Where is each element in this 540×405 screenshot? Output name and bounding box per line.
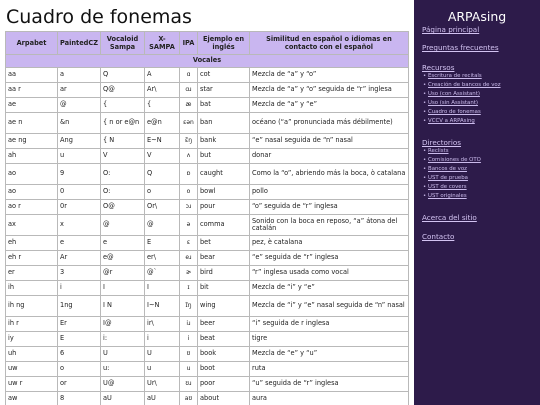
cell-similitud: aura xyxy=(250,392,409,405)
table-row xyxy=(6,296,409,317)
cell-similitud: “i” seguida de r inglesa xyxy=(250,317,409,332)
cell-x-sampa: E~N xyxy=(145,134,180,149)
cell-ipa: ɔɹ xyxy=(180,200,198,215)
cell-vocaloid-sampa: O: xyxy=(101,185,145,200)
cell-paintedcz: x xyxy=(58,215,101,236)
cell-ejemplo: bet xyxy=(198,236,250,251)
cell-ejemplo: pour xyxy=(198,200,250,215)
cell-ipa: æ xyxy=(180,98,198,113)
cell-x-sampa: V xyxy=(145,149,180,164)
cell-vocaloid-sampa: { xyxy=(101,98,145,113)
cell-ejemplo: about xyxy=(198,392,250,405)
cell-vocaloid-sampa: V xyxy=(101,149,145,164)
header-paintedcz: PaintedCZ xyxy=(58,32,101,55)
cell-arpabet: ax xyxy=(6,215,58,236)
table-row xyxy=(6,362,409,377)
cell-vocaloid-sampa: O@ xyxy=(101,200,145,215)
nav-acerca-del-sitio[interactable]: Acerca del sitio xyxy=(422,213,477,222)
cell-ejemplo: beer xyxy=(198,317,250,332)
cell-ejemplo: cot xyxy=(198,68,250,83)
cell-paintedcz: u xyxy=(58,149,101,164)
site-brand[interactable]: ARPAsing xyxy=(447,9,507,24)
table-row xyxy=(6,281,409,296)
nav-recursos-item[interactable]: • Cuadro de fonemas xyxy=(428,109,481,115)
cell-arpabet: aa xyxy=(6,68,58,83)
cell-vocaloid-sampa: U xyxy=(101,347,145,362)
cell-vocaloid-sampa: { n or e@n xyxy=(101,113,145,134)
cell-ipa: ɑ xyxy=(180,68,198,83)
cell-arpabet: aw xyxy=(6,392,58,405)
cell-similitud: Mezcla de “e” y “u” xyxy=(250,347,409,362)
cell-vocaloid-sampa: i: xyxy=(101,332,145,347)
cell-x-sampa: @ xyxy=(145,215,180,236)
cell-x-sampa: A xyxy=(145,68,180,83)
cell-ejemplo: but xyxy=(198,149,250,164)
page-title: Cuadro de fonemas xyxy=(6,6,192,28)
cell-paintedcz: 1ng xyxy=(58,296,101,317)
cell-x-sampa: i xyxy=(145,332,180,347)
cell-ipa: ɪ̃ŋ xyxy=(180,296,198,317)
cell-paintedcz: @ xyxy=(58,98,101,113)
table-row xyxy=(6,215,409,236)
cell-similitud: pez, è catalana xyxy=(250,236,409,251)
table-row xyxy=(6,347,409,362)
cell-ejemplo: bat xyxy=(198,98,250,113)
cell-x-sampa: U xyxy=(145,347,180,362)
cell-ipa: iɹ xyxy=(180,317,198,332)
cell-similitud: Mezcla de “a” y “o” xyxy=(250,68,409,83)
cell-similitud: pollo xyxy=(250,185,409,200)
cell-ejemplo: wing xyxy=(198,296,250,317)
cell-arpabet: ae ng xyxy=(6,134,58,149)
cell-paintedcz: 0r xyxy=(58,200,101,215)
cell-x-sampa: I~N xyxy=(145,296,180,317)
cell-ipa: o xyxy=(180,185,198,200)
cell-similitud: Mezcla de “i” y “e” xyxy=(250,281,409,296)
cell-ejemplo: bank xyxy=(198,134,250,149)
cell-arpabet: er xyxy=(6,266,58,281)
nav-recursos-item[interactable]: • Uso (sin Assistant) xyxy=(428,100,478,106)
cell-x-sampa: aU xyxy=(145,392,180,405)
cell-ejemplo: bit xyxy=(198,281,250,296)
cell-paintedcz: 9 xyxy=(58,164,101,185)
header-vocaloid-sampa: Vocaloid Sampa xyxy=(101,32,145,55)
cell-x-sampa: u xyxy=(145,362,180,377)
cell-paintedcz: a xyxy=(58,68,101,83)
cell-vocaloid-sampa: I@ xyxy=(101,317,145,332)
cell-vocaloid-sampa: e@ xyxy=(101,251,145,266)
header-ejemplo: Ejemplo en inglés xyxy=(198,32,250,55)
cell-ipa: i xyxy=(180,332,198,347)
cell-ipa: ɪ xyxy=(180,281,198,296)
cell-paintedcz: Ang xyxy=(58,134,101,149)
cell-ejemplo: ban xyxy=(198,113,250,134)
cell-ipa: ɚ xyxy=(180,266,198,281)
nav-directorios-item[interactable]: • UST de prueba xyxy=(428,175,468,181)
cell-similitud: donar xyxy=(250,149,409,164)
cell-x-sampa: Ar\ xyxy=(145,83,180,98)
cell-similitud: tigre xyxy=(250,332,409,347)
header-similitud: Similitud en español o idiomas en contacto con el español xyxy=(250,32,409,55)
cell-ejemplo: bear xyxy=(198,251,250,266)
nav-recursos-item[interactable]: • Escritura de recitals xyxy=(428,73,482,79)
cell-x-sampa: e@n xyxy=(145,113,180,134)
cell-paintedcz: i xyxy=(58,281,101,296)
header-arpabet: Arpabet xyxy=(6,32,58,55)
cell-arpabet: uh xyxy=(6,347,58,362)
cell-ipa: ə xyxy=(180,215,198,236)
cell-ejemplo: bowl xyxy=(198,185,250,200)
cell-arpabet: ah xyxy=(6,149,58,164)
cell-ejemplo: beat xyxy=(198,332,250,347)
cell-arpabet: eh xyxy=(6,236,58,251)
cell-arpabet: aa r xyxy=(6,83,58,98)
table-row xyxy=(6,185,409,200)
cell-ipa: ʊ xyxy=(180,347,198,362)
nav-directorios-item[interactable]: • Reclists xyxy=(428,148,449,154)
nav-preguntas-frecuentes[interactable]: Preguntas frecuentes xyxy=(422,43,499,52)
section-row-vocales xyxy=(6,55,409,68)
cell-similitud: ruta xyxy=(250,362,409,377)
cell-ejemplo: boot xyxy=(198,362,250,377)
cell-ejemplo: bird xyxy=(198,266,250,281)
cell-similitud: “o” seguida de “r” inglesa xyxy=(250,200,409,215)
cell-arpabet: uw r xyxy=(6,377,58,392)
cell-arpabet: iy xyxy=(6,332,58,347)
cell-arpabet: ao r xyxy=(6,200,58,215)
cell-ipa: eɹ xyxy=(180,251,198,266)
cell-vocaloid-sampa: aU xyxy=(101,392,145,405)
cell-x-sampa: I xyxy=(145,281,180,296)
nav-recursos[interactable]: Recursos xyxy=(422,63,455,72)
cell-x-sampa: @` xyxy=(145,266,180,281)
sidebar xyxy=(414,0,540,405)
cell-ejemplo: book xyxy=(198,347,250,362)
cell-x-sampa: Or\ xyxy=(145,200,180,215)
header-ipa: IPA xyxy=(180,32,198,55)
table-row xyxy=(6,377,409,392)
nav-directorios[interactable]: Directorios xyxy=(422,138,462,147)
table-row xyxy=(6,200,409,215)
table-row xyxy=(6,236,409,251)
cell-x-sampa: E xyxy=(145,236,180,251)
cell-similitud: “u” seguida de “r” inglesa xyxy=(250,377,409,392)
cell-ipa: aʊ xyxy=(180,392,198,405)
cell-paintedcz: or xyxy=(58,377,101,392)
nav-recursos-item[interactable]: • Creación de bancos de voz xyxy=(428,82,501,88)
cell-similitud: Mezcla de “a” y “o” seguida de “r” inglesa xyxy=(250,83,409,98)
nav-recursos-item[interactable]: • Uso (con Assistant) xyxy=(428,91,480,97)
nav-directorios-item[interactable]: • Bancos de voz xyxy=(428,166,467,172)
table-row xyxy=(6,251,409,266)
cell-x-sampa: er\ xyxy=(145,251,180,266)
table-row xyxy=(6,98,409,113)
cell-arpabet: ih r xyxy=(6,317,58,332)
cell-similitud: océano (“a” pronunciada más débilmente) xyxy=(250,113,409,134)
cell-x-sampa: Q xyxy=(145,164,180,185)
cell-x-sampa: ir\ xyxy=(145,317,180,332)
table-row xyxy=(6,113,409,134)
cell-paintedcz: 0 xyxy=(58,185,101,200)
nav-directorios-item[interactable]: • UST originales xyxy=(428,193,467,199)
cell-vocaloid-sampa: I N xyxy=(101,296,145,317)
cell-ipa: ɛən xyxy=(180,113,198,134)
cell-arpabet: eh r xyxy=(6,251,58,266)
cell-paintedcz: Ar xyxy=(58,251,101,266)
cell-similitud: Como la “o”, abriendo más la boca, ò catalana xyxy=(250,164,409,185)
cell-paintedcz: e xyxy=(58,236,101,251)
cell-similitud: “e” nasal seguida de “n” nasal xyxy=(250,134,409,149)
cell-paintedcz: o xyxy=(58,362,101,377)
cell-ipa: u xyxy=(180,362,198,377)
cell-paintedcz: 3 xyxy=(58,266,101,281)
cell-paintedcz: ar xyxy=(58,83,101,98)
nav-directorios-item[interactable]: • Comisiones de OTO xyxy=(428,157,481,163)
cell-vocaloid-sampa: u: xyxy=(101,362,145,377)
cell-vocaloid-sampa: @r xyxy=(101,266,145,281)
table-row xyxy=(6,164,409,185)
cell-vocaloid-sampa: O: xyxy=(101,164,145,185)
nav-directorios-item[interactable]: • UST de covers xyxy=(428,184,467,190)
header-x-sampa: X-SAMPA xyxy=(145,32,180,55)
table-row xyxy=(6,134,409,149)
cell-similitud: “e” seguida de “r” inglesa xyxy=(250,251,409,266)
cell-ejemplo: caught xyxy=(198,164,250,185)
cell-x-sampa: o xyxy=(145,185,180,200)
cell-vocaloid-sampa: U@ xyxy=(101,377,145,392)
cell-ipa: ɛ xyxy=(180,236,198,251)
table-row xyxy=(6,68,409,83)
cell-ejemplo: star xyxy=(198,83,250,98)
nav-pagina-principal[interactable]: Página principal xyxy=(422,25,480,34)
cell-arpabet: uw xyxy=(6,362,58,377)
cell-arpabet: ih xyxy=(6,281,58,296)
cell-similitud: Mezcla de “a” y “e” xyxy=(250,98,409,113)
cell-ejemplo: comma xyxy=(198,215,250,236)
cell-vocaloid-sampa: { N xyxy=(101,134,145,149)
table-row xyxy=(6,149,409,164)
cell-arpabet: ih ng xyxy=(6,296,58,317)
cell-ipa: ʌ xyxy=(180,149,198,164)
cell-arpabet: ao xyxy=(6,164,58,185)
cell-x-sampa: Ur\ xyxy=(145,377,180,392)
table-row xyxy=(6,83,409,98)
table-row xyxy=(6,332,409,347)
cell-ipa: ɒ xyxy=(180,164,198,185)
cell-similitud: “r” inglesa usada como vocal xyxy=(250,266,409,281)
cell-vocaloid-sampa: I xyxy=(101,281,145,296)
cell-paintedcz: 6 xyxy=(58,347,101,362)
cell-ipa: ɑɹ xyxy=(180,83,198,98)
cell-vocaloid-sampa: @ xyxy=(101,215,145,236)
table-header-row xyxy=(6,32,409,55)
cell-vocaloid-sampa: e xyxy=(101,236,145,251)
cell-arpabet: ae n xyxy=(6,113,58,134)
cell-similitud: Mezcla de “i” y “e” nasal seguida de “n” nasal xyxy=(250,296,409,317)
cell-ejemplo: poor xyxy=(198,377,250,392)
cell-paintedcz: 8 xyxy=(58,392,101,405)
cell-vocaloid-sampa: Q@ xyxy=(101,83,145,98)
cell-arpabet: ae xyxy=(6,98,58,113)
cell-x-sampa: { xyxy=(145,98,180,113)
cell-paintedcz: E xyxy=(58,332,101,347)
cell-similitud: Sonido con la boca en reposo, “a” átona del catalán xyxy=(250,215,409,236)
cell-ipa: ɛ̃ŋ xyxy=(180,134,198,149)
table-row xyxy=(6,317,409,332)
cell-arpabet: ao xyxy=(6,185,58,200)
table-row xyxy=(6,392,409,405)
nav-recursos-item[interactable]: • VCCV a ARPAsing xyxy=(428,118,475,124)
table-row xyxy=(6,266,409,281)
cell-paintedcz: Er xyxy=(58,317,101,332)
section-label: Vocales xyxy=(6,55,409,68)
phoneme-table xyxy=(5,31,409,405)
cell-ipa: ʊɹ xyxy=(180,377,198,392)
nav-contacto[interactable]: Contacto xyxy=(422,232,455,241)
cell-paintedcz: &n xyxy=(58,113,101,134)
cell-vocaloid-sampa: Q xyxy=(101,68,145,83)
